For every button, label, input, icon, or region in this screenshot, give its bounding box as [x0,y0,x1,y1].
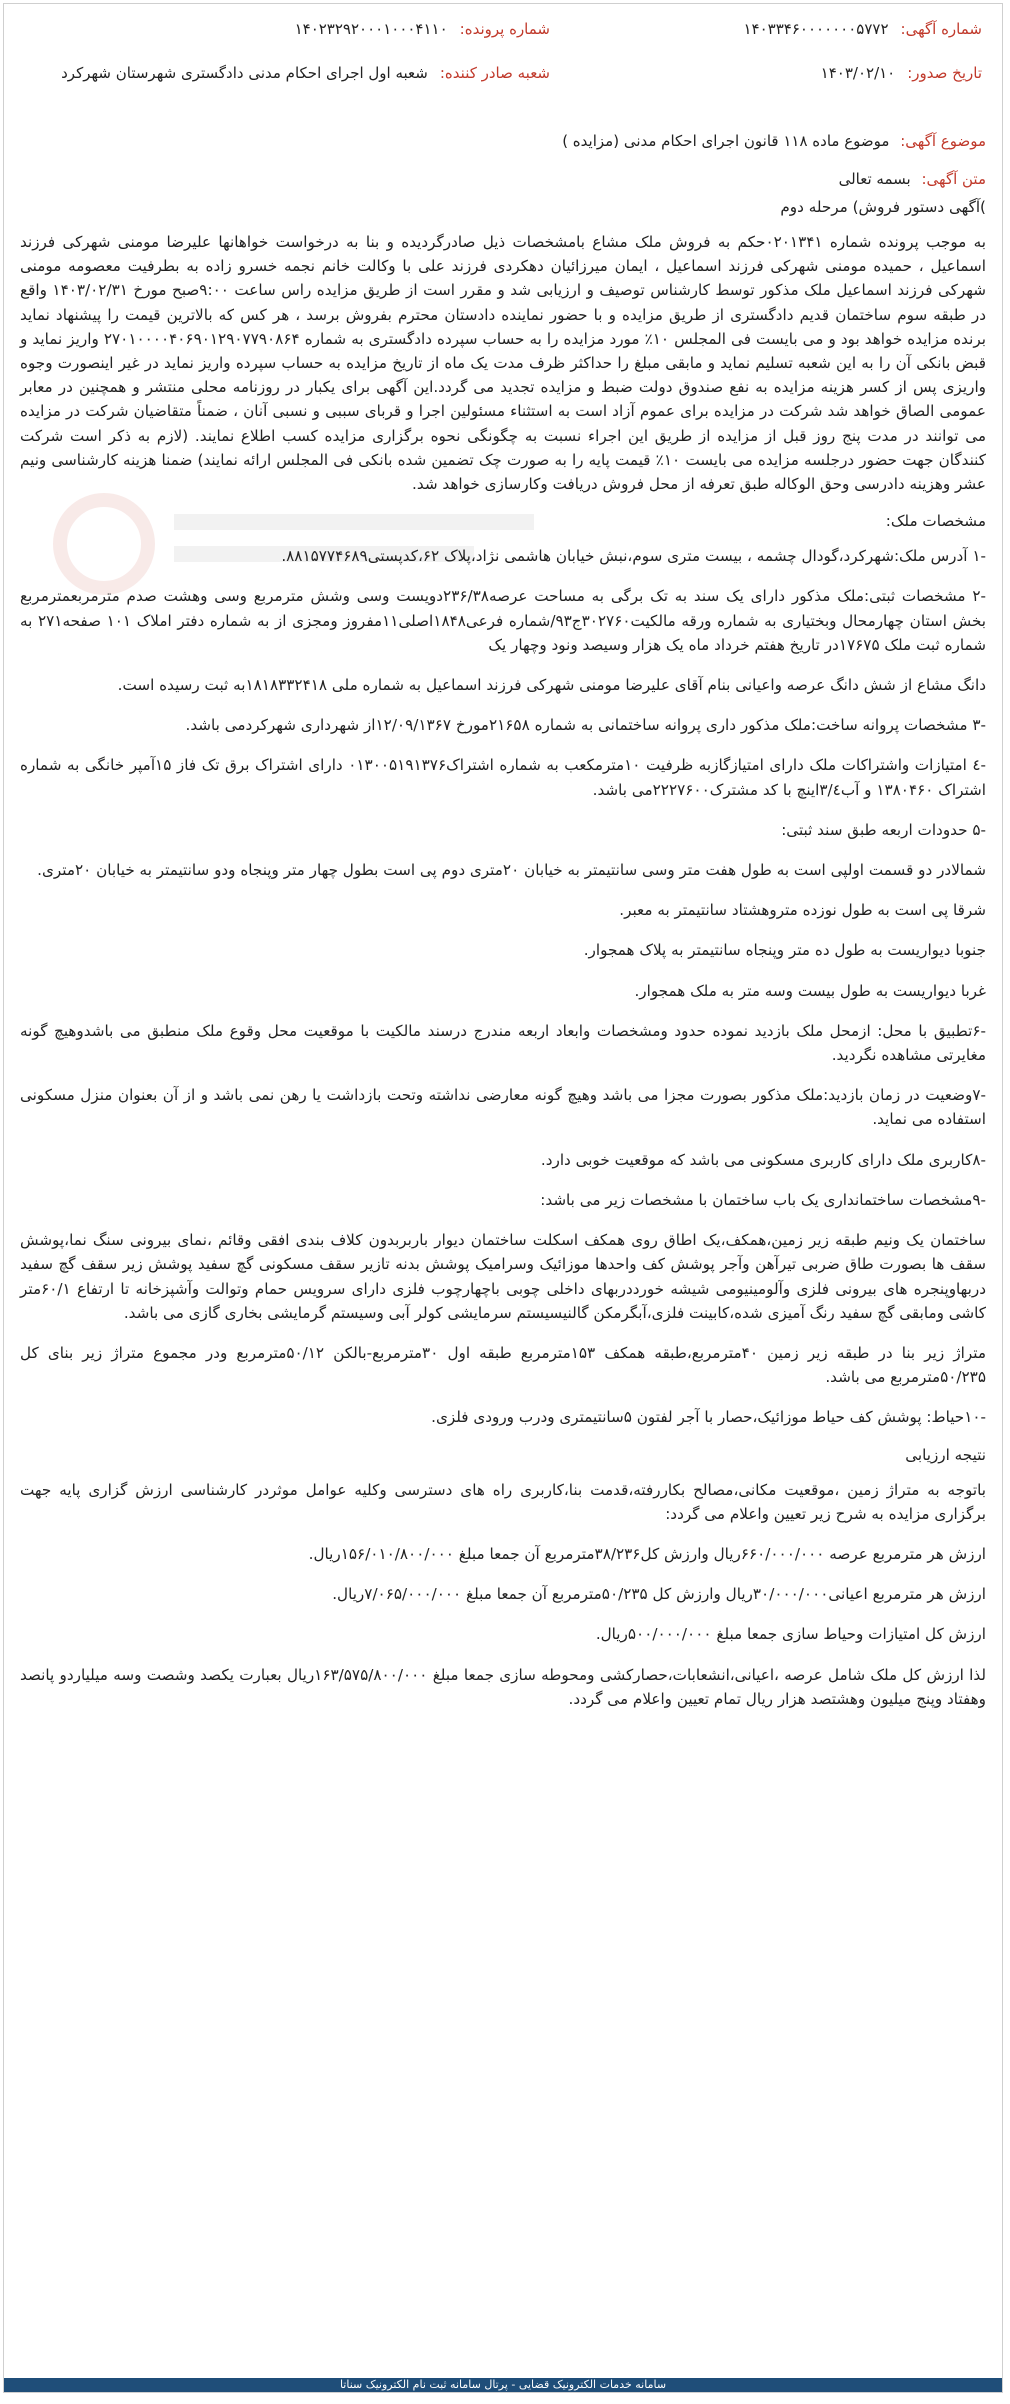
area-description: متراژ زیر بنا در طبقه زیر زمین ۴۰مترمربع،طبقه همکف ۱۵۳مترمربع طبقه اول ۳۰مترمربع-بالکن ۵۰/۱۲مترمربع ودر مجموع متراژ زیر بنای کل ۵۰/۲۳۵مترمربع می باشد. [20,1343,986,1387]
file-number-value: ۱۴۰۲۳۲۹۲۰۰۰۱۰۰۰۴۱۱۰ [294,20,448,38]
ad-content [20,132,986,1727]
ad-number-row [744,12,983,46]
item-registry: -۲ مشخصات ثبتی:ملک مذکور دارای یک سند به تک برگی به مساحت عرصه۲۳۶/۳۸دویست وسی وشش مترمربع وسی وهشت صدم مترمربعمترمربع بخش استان چهارمحال وبختیاری به شماره ورقه مالکیت۳۰۲۷۶۰ج۹۳/شماره فرعی۱۸۴۸اصلی۱۱مفروز ومجزی از به شماره دفتر املاک ۱۰۱ صفحه۲۷۱ به شماره ثبت ملک ۱۷۶۷۵در تاریخ هفتم خرداد ماه یک هزار وسیصد ونود وچهار یک [20,587,986,654]
evaluation-total: لذا ارزش کل ملک شامل عرصه ،اعیانی،انشعابات،حصارکشی ومحوطه سازی جمعا مبلغ ۱۶۳/۵۷۵/۸۰۰/۰۰۰ریال بعبارت یکصد وشصت وسه میلیاردو پانصد وهفتاد وپنج میلیون وهشتصد هزار ریال تمام تعیین واعلام می گردد. [20,1665,986,1708]
boundaries-heading: -۵ حدودات اربعه طبق سند ثبتی: [781,820,986,839]
item-utilities: -٤ امتیازات واشتراکات ملک دارای امتیازگازبه ظرفیت ۱۰مترمکعب به شماره اشتراک۰۱۳۰۰۵۱۹۱۳۷۶ دارای اشتراک برق تک فاز ۱۵آمپر خانگی به شماره اشتراک ۱۳۸۰۴۶۰ و آب۳/٤اینچ با کد مشترک۲۲۲۷۶۰۰می باشد. [20,756,987,799]
ad-number-label: شماره آگهی: [900,20,982,38]
ad-number-value: ۱۴۰۳۳۴۶۰۰۰۰۰۰۰۵۷۷۲ [743,20,889,38]
boundary-south: جنوبا دیواریست به طول ده متر وپنجاه سانتیمتر به پلاک همجوار. [583,941,986,960]
file-number-label: شماره پرونده: [459,20,550,38]
intro-paragraph: به موجب پرونده شماره ۰۲۰۱۳۴۱حکم به فروش ملک مشاع بامشخصات ذیل صادرگردیده و بنا به درخواست خواهانها علیرضا مومنی شهرکی فرزند اسماعیل ، حمیده مومنی شهرکی فرزند اسماعیل ، ایمان میرزائیان دهکردی فرزند علی با وکالت خانم نجمه خسرو زاده به بطرفیت معصومه مومنی شهرکی فرزند اسماعیل ملک مذکور توسط کارشناس توصیف و ارزیابی شد و مقرر است از طریق مزایده راس ساعت ۹:۰۰صبح مورخ ۱۴۰۳/۰۲/۳۱ واقع در طبقه سوم ساختمان قدیم دادگستری از طریق مزایده و با حضور نماینده دادستان محترم بفروش برسد ، هر کس که بالاترین قیمت را پیشنهاد نماید برنده مزایده خواهد بود و می بایست فی المجلس ۱۰٪ مورد مزایده را به حساب سپرده دادگستری به شماره ۲۷۰۱۰۰۰۰۴۰۶۹۰۱۲۹۰۷۷۹۰۸۶۴ واریز نماید و قبض بانکی آن را به این شعبه تسلیم نماید و مابقی مبلغ را حداکثر ظرف مدت یک ماه از تاریخ مزایده به حساب سپرده واریز نماید در غیر اینصورت وجوه واریزی پس از کسر هزینه مزایده به نفع صندوق دولت ضبط و مزایده تجدید می گردد.این آگهی برای یکبار در روزنامه محلی منتشر و همچنین در معابر عمومی الصاق خواهد شد شرکت در مزایده برای عموم آزاد است به استثناء مسئولین اجرا و قربای سببی و نسبی آنان ، ضمناً متقاضیان شرکت در مزایده می توانند در مدت پنج روز قبل از مزایده از طریق این اجراء نسبت به چگونگی نحوه برگزاری مزایده کسب اطلاع نمایند. (لازم به ذکر است شرکت کنندگان جهت حضور درجلسه مزایده می بایست ۱۰٪ قیمت پایه را به صورت چک تضمین شده بانکی فی المجلس ارائه نمایند) ضمنا هزینه کارشناسی ونیم عشر وهزینه دادرسی وحق الوکاله طبق تعرفه از محل فروش دریافت وکارسازی خواهد شد. [20,233,986,494]
boundary-north: شمالادر دو قسمت اولپی است به طول هفت متر وسی سانتیمتر به خیابان ۲۰متری دوم پی است بطول چهار متر وپنجاه ودو سانتیمتر به خیابان ۲۰متری. [37,861,986,880]
ad-document [3,3,1003,2393]
item-ownership: دانگ مشاع از شش دانگ عرصه واعیانی بنام آقای علیرضا مومنی شهرکی فرزند اسماعیل به شماره ملی ۱۸۱۸۳۳۲۴۱۸به ثبت رسیده است. [117,676,986,695]
ad-subject-label: موضوع آگهی: [900,132,986,150]
boundary-west: غربا دیواریست به طول بیست وسه متر به ملک همجوار. [634,981,986,1000]
ad-subject-value: موضوع ماده ۱۱۸ قانون اجرای احکام مدنی (مزایده ) [562,132,890,150]
issue-date-label: تاریخ صدور: [907,64,982,82]
issue-date-value: ۱۴۰۳/۰۲/۱۰ [820,64,896,82]
item-address: -۱ آدرس ملک:شهرکرد،گودال چشمه ، بیست متری سوم،نبش خیابان هاشمی نژاد،پلاک ۶۲،کدپستی۸۸۱۵۷۷۴۶۸۹. [281,547,986,566]
building-description: ساختمان یک ونیم طبقه زیر زمین،همکف،یک اطاق روی همکف اسکلت ساختمان دیوار باربربدون کلاف بندی افقی وقائم ،نمای بیرونی سنگ نما،پوشش سقف ها بصورت طاق ضربی تیرآهن وآجر پوشش کف واحدها موزائیک وسرامیک پوشش بدنه تازیر سقف مسکونی گچ سفید پوشش زیر سقف گچ سفید دربهاوپنجره های بیرونی فلزی وآلومینیومی شیشه خورددربهای داخلی چوبی باچهارچوب فلزی دارای سرویس حمام وتوالت وآشپزخانه تا ارتفاع ۶۰/۱متر کاشی ومابقی گچ سفید رنگ آمیزی شده،کابینت فلزی،آبگرمکن گالنیسیستم سرمایشی کولر آبی وسیستم گرمایشی بخاری گازی می باشد. [20,1231,986,1322]
item-match: -۶تطبیق با محل: ازمحل ملک بازدید نموده حدود ومشخصات وابعاد اربعه مندرج درسند مالکیت با موقعیت محل وقوع ملک منطبق می باشدوهیچ گونه مغایرتی مشاهده نگردید. [20,1021,986,1065]
issuer-row [61,56,550,90]
item-usage: -۸کاربری ملک دارای کاربری مسکونی می باشد که موقعیت خوبی دارد. [540,1150,986,1169]
evaluation-land: ارزش هر مترمربع عرصه ۶۶۰/۰۰۰/۰۰۰ریال وارزش کل۳۸/۲۳۶مترمربع آن جمعا مبلغ ۱۵۶/۰۱۰/۸۰۰/۰۰۰ریال. [308,1544,986,1563]
item-status: -۷وضعیت در زمان بازدید:ملک مذکور بصورت مجزا می باشد وهیچ گونه معارضی نداشته وتحت بازداشت یا رهن نمی باشد و از آن بعنوان منزل مسکونی استفاده می نماید. [20,1086,986,1129]
issuer-label: شعبه صادر کننده: [439,64,550,82]
evaluation-heading: نتیجه ارزیابی [905,1445,986,1464]
boundary-east: شرقا پی است به طول نوزده متروهشتاد سانتیمتر به معبر. [619,901,986,920]
item-permit: -۳ مشخصات پروانه ساخت:ملک مذکور داری پروانه ساختمانی به شماره ۲۱۶۵۸مورخ ۱۲/۰۹/۱۳۶۷از شهرداری شهرکردمی باشد. [185,716,986,735]
item-yard: -۱۰حیاط: پوشش کف حیاط موزائیک،حصار با آجر لفتون ۵سانتیمتری ودرب ورودی فلزی. [431,1408,986,1427]
ad-subject [20,132,986,150]
file-number-row [295,12,550,46]
footer-bar: سامانه خدمات الکترونیک قضایی - پرتال سامانه ثبت نام الکترونیک سناتا [4,2378,1002,2392]
ad-text-header [20,170,986,188]
specs-heading: مشخصات ملک: [885,512,986,531]
evaluation-building: ارزش هر مترمربع اعیانی۳۰/۰۰۰/۰۰۰ریال وارزش کل ۵۰/۲۳۵مترمربع آن جمعا مبلغ ۷/۰۶۵/۰۰۰/۰۰۰ریال. [332,1585,986,1604]
order-title: )آگهی دستور فروش) مرحله دوم [780,198,986,216]
issue-date-row [821,56,982,90]
building-heading: -۹مشخصات ساختمانداری یک باب ساختمان با مشخصات زیر می باشد: [540,1190,986,1209]
ad-text-label: متن آگهی: [921,170,986,188]
issuer-value: شعبه اول اجرای احکام مدنی دادگستری شهرستان شهرکرد [61,64,428,82]
evaluation-intro: باتوجه به متراژ زمین ،موقعیت مکانی،مصالح بکاررفته،قدمت بنا،کاربری راه های دسترسی وکلیه عوامل موثردر کارشناسی ارزش گزاری پایه جهت برگزاری مزایده به شرح زیر تعیین واعلام می گردد: [20,1480,986,1523]
evaluation-extras: ارزش کل امتیازات وحیاط سازی جمعا مبلغ ۵۰۰/۰۰۰/۰۰۰ریال. [595,1625,986,1644]
bismillah: بسمه تعالی [838,170,911,188]
